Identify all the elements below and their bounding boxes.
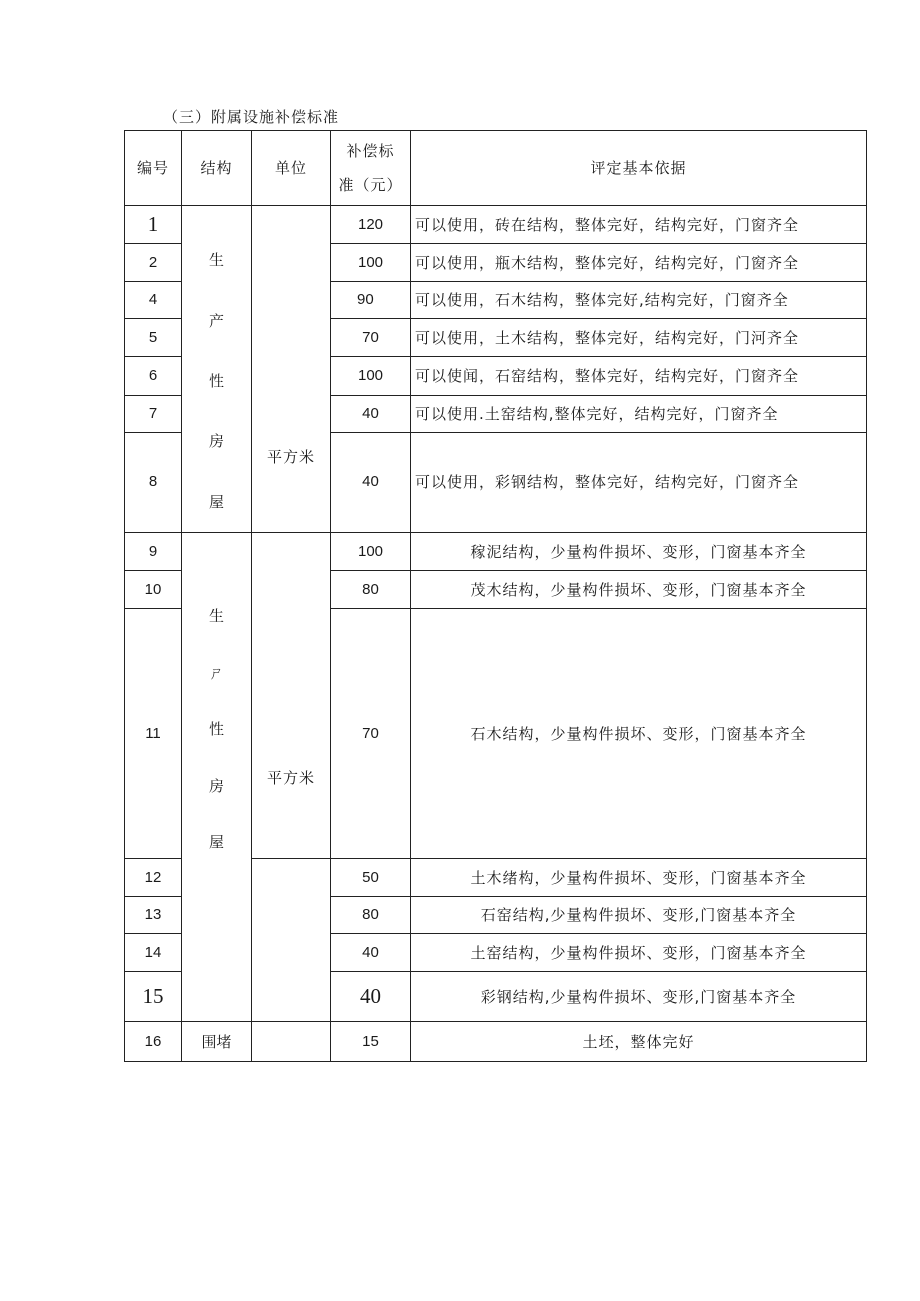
row-basis: 可以使用，彩钢结构，整体完好，结构完好，门窗齐全 [411,432,867,532]
unit-group-3 [252,859,331,1022]
row-standard: 40 [331,972,411,1022]
structure-char: 房 [208,776,224,795]
structure-char: 生 [208,607,224,625]
row-num: 14 [125,934,182,972]
structure-char: 屋 [208,492,224,511]
row-num: 15 [125,972,182,1022]
row-standard: 70 [331,319,411,357]
row-basis: 石窑结构,少量构件损坏、变形,门窗基本齐全 [411,897,867,934]
header-standard-line2: 准（元） [338,176,403,194]
row-basis: 稼泥结构，少量构件损坏、变形，门窗基本齐全 [411,533,867,571]
row-num: 6 [125,357,182,395]
row-basis: 石木结构，少量构件损坏、变形，门窗基本齐全 [411,609,867,859]
page-heading: （三）附属设施补偿标准 [163,108,340,126]
row-standard: 70 [331,609,411,859]
row-num: 9 [125,533,182,571]
structure-char: 房 [208,432,224,451]
row-standard: 100 [331,244,411,282]
row-num: 11 [125,609,182,859]
unit-group-2 [252,533,331,859]
structure-char: 性 [208,371,224,390]
row-basis: 可以使闻，石窑结构，整体完好，结构完好，门窗齐全 [411,357,867,395]
unit-group-1 [252,206,331,533]
row-num: 8 [125,432,182,532]
row-standard: 90 [331,282,411,319]
unit-label: 平方米 [266,769,315,787]
row-basis: 可以使用，土木结构，整体完好，结构完好，门河齐全 [411,319,867,357]
row-standard: 40 [331,432,411,532]
row-structure: 围堵 [182,1022,252,1062]
row-basis: 茂木结构，少量构件损坏、变形，门窗基本齐全 [411,571,867,609]
row-standard: 40 [331,395,411,432]
row-num: 4 [125,282,182,319]
row-standard: 120 [331,206,411,244]
structure-group-1 [182,206,252,533]
row-standard: 80 [331,571,411,609]
row-basis: 可以使用，石木结构，整体完好,结构完好，门窗齐全 [411,282,867,319]
table-row [125,1022,867,1062]
row-basis: 可以使用.土窑结构,整体完好，结构完好，门窗齐全 [411,395,867,432]
header-structure: 结构 [182,131,252,206]
row-num: 7 [125,395,182,432]
unit-label: 平方米 [266,448,315,466]
row-basis: 彩钢结构,少量构件损坏、变形,门窗基本齐全 [411,972,867,1022]
row-standard: 40 [331,934,411,972]
header-standard [331,131,411,206]
header-standard-line1: 补偿标 [346,142,395,160]
row-standard: 50 [331,859,411,897]
structure-char: 生 [208,251,224,270]
row-basis: 土坯，整体完好 [411,1022,867,1062]
header-basis: 评定基本依据 [411,131,867,206]
row-num: 5 [125,319,182,357]
row-num: 12 [125,859,182,897]
row-standard: 100 [331,533,411,571]
row-num: 10 [125,571,182,609]
structure-char: 产 [208,311,224,330]
row-standard: 15 [331,1022,411,1062]
row-num: 16 [125,1022,182,1062]
header-num: 编号 [125,131,182,206]
structure-char: ㄕ [208,663,224,682]
structure-char: 屋 [208,833,224,851]
row-standard: 100 [331,357,411,395]
row-standard: 80 [331,897,411,934]
row-num: 1 [125,206,182,244]
row-basis: 土木绪构，少量构件损坏、变形，门窗基本齐全 [411,859,867,897]
row-basis: 可以使用，砖在结构，整体完好，结构完好，门窗齐全 [411,206,867,244]
structure-char: 性 [208,720,224,738]
table-row [125,533,867,571]
row-num: 2 [125,244,182,282]
row-num: 13 [125,897,182,934]
structure-group-2 [182,533,252,1022]
header-unit: 单位 [252,131,331,206]
row-unit [252,1022,331,1062]
row-basis: 可以使用，瓶木结构，整体完好，结构完好，门窗齐全 [411,244,867,282]
table-row [125,206,867,244]
compensation-table [124,130,867,1062]
table-header-row [125,131,867,206]
row-basis: 土窑结构，少量构件损坏、变形，门窗基本齐全 [411,934,867,972]
